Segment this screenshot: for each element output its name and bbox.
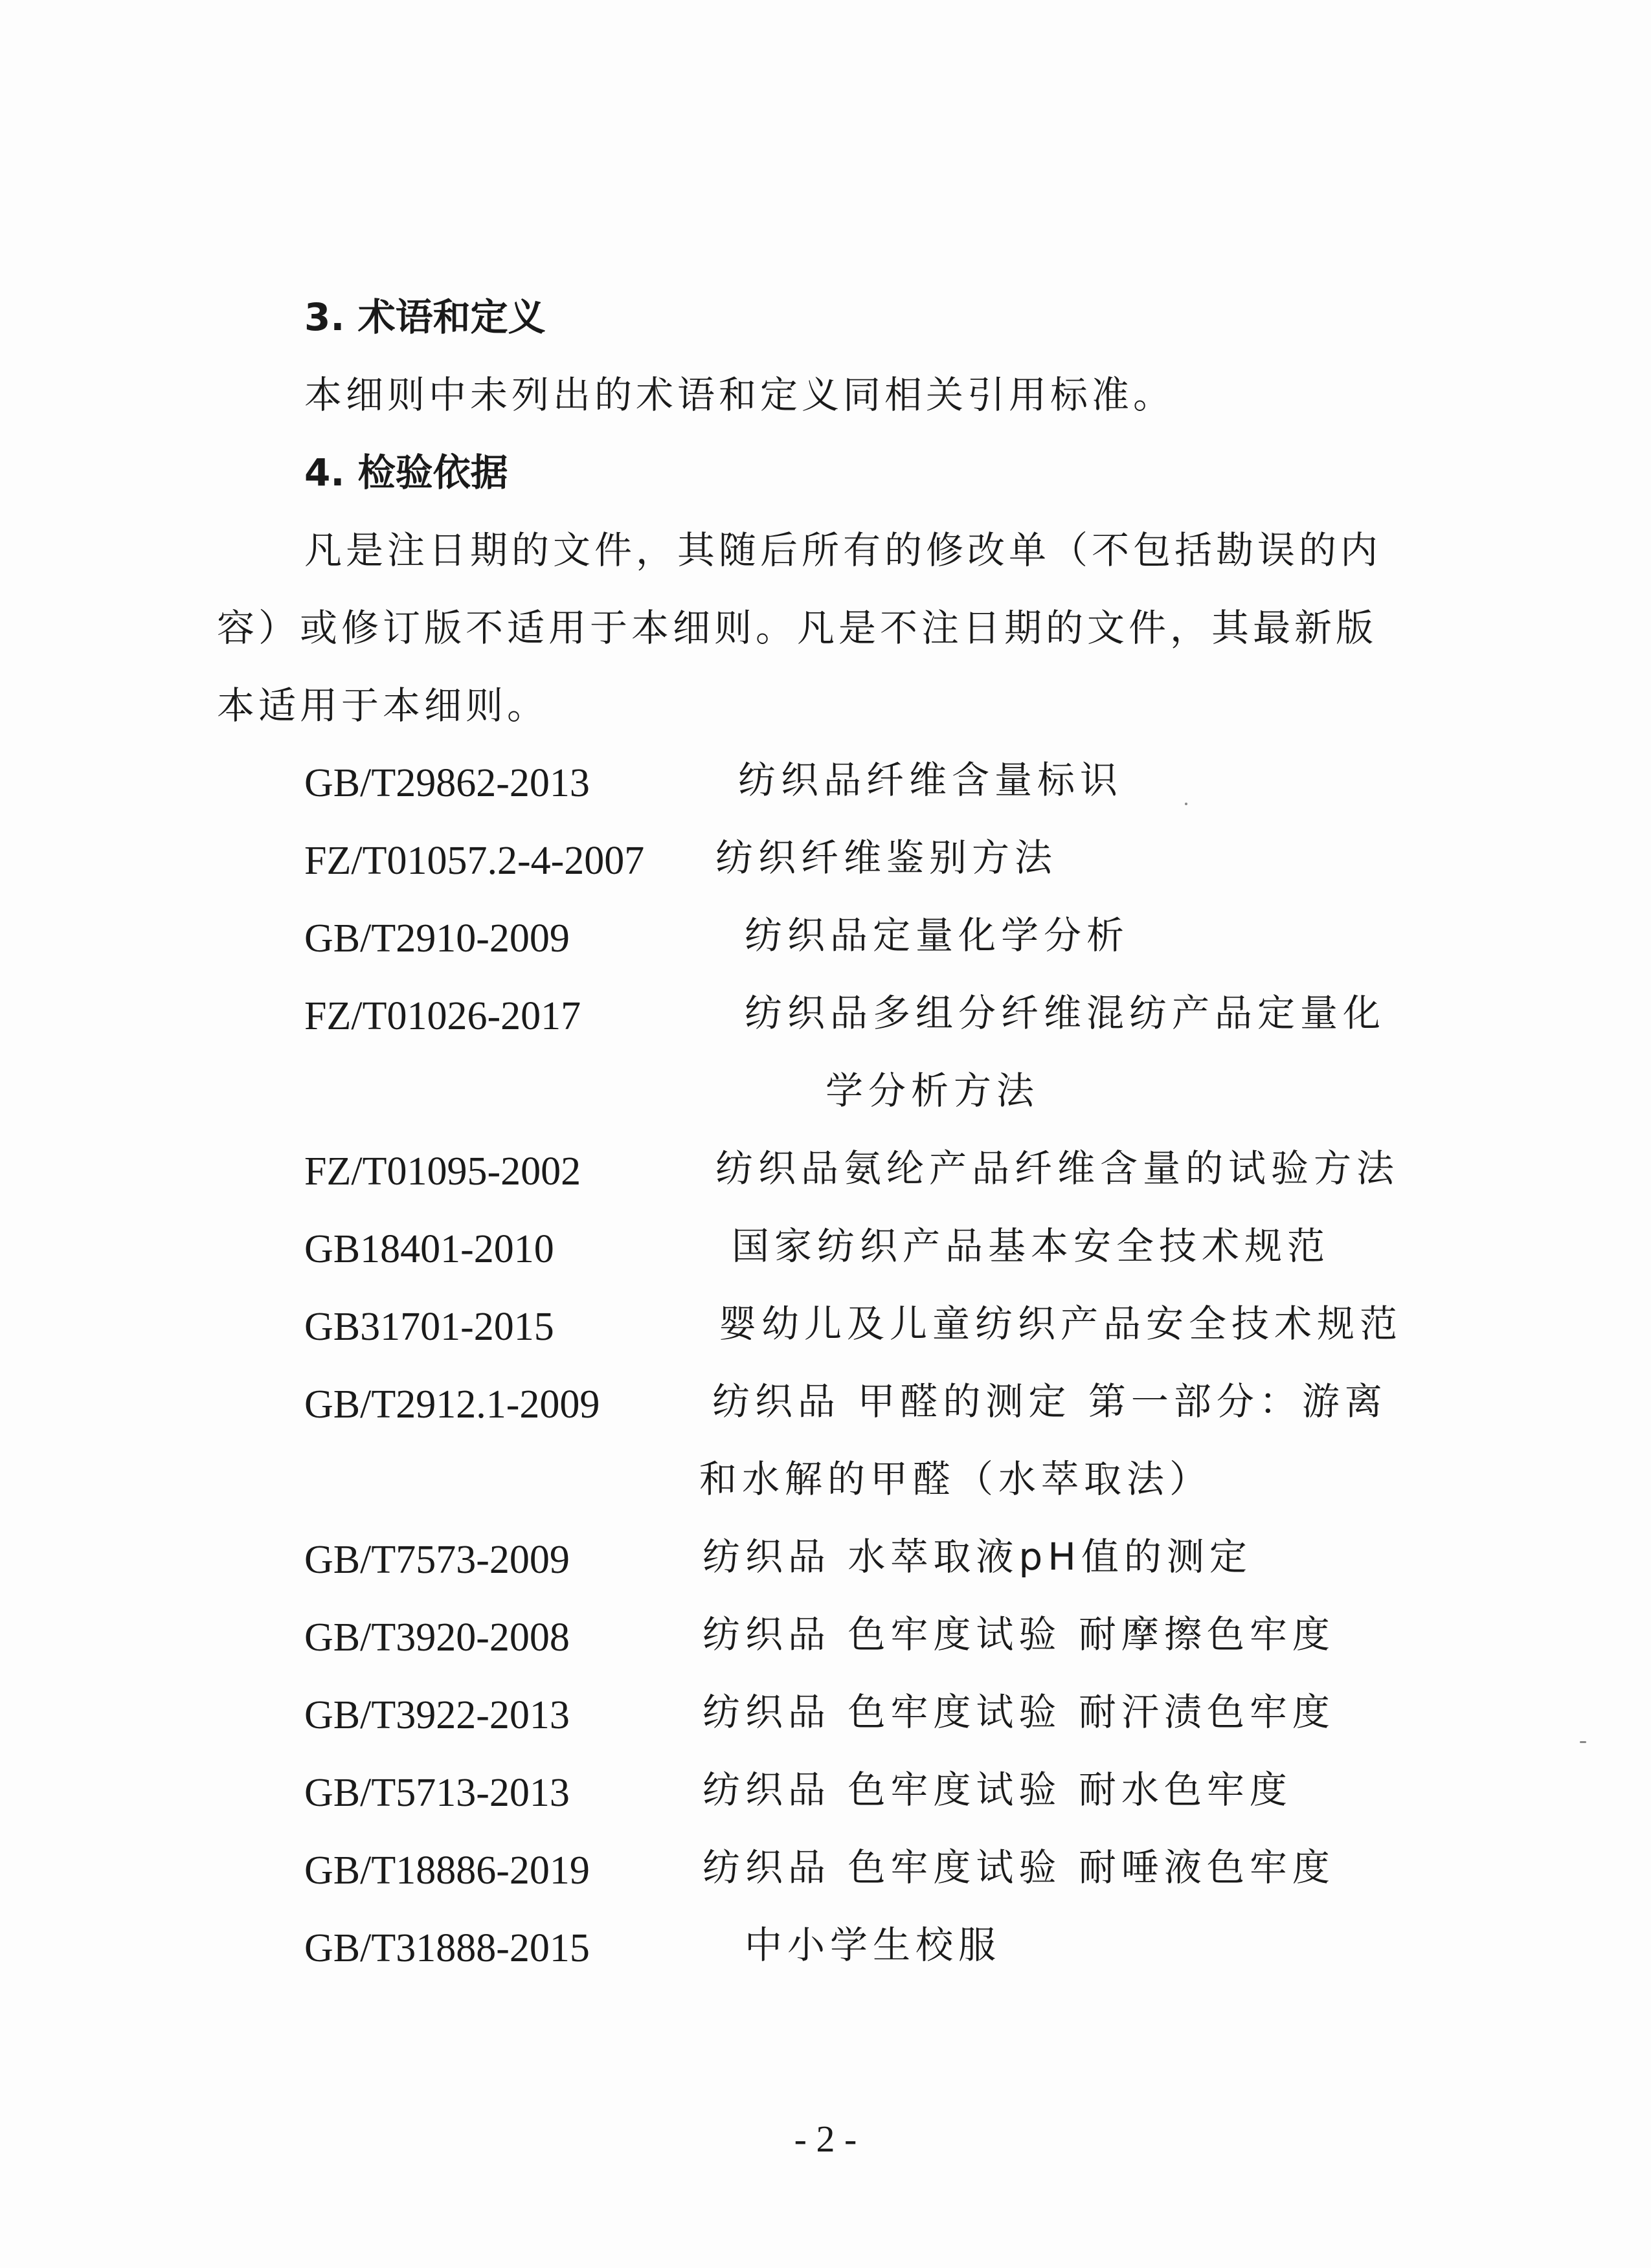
ref-title: 纺织品 色牢度试验 耐汗渍色牢度 bbox=[702, 1690, 1335, 1734]
ref-code: GB/T2912.1-2009 bbox=[304, 1383, 600, 1427]
ref-title: 国家纺织产品基本安全技术规范 bbox=[732, 1224, 1331, 1268]
ref-code: FZ/T01095-2002 bbox=[304, 1150, 581, 1194]
ref-code: GB/T3920-2008 bbox=[304, 1616, 570, 1660]
ref-code: FZ/T01026-2017 bbox=[304, 994, 581, 1038]
ref-title: 纺织品定量化学分析 bbox=[745, 913, 1130, 957]
ref-code: GB18401-2010 bbox=[304, 1227, 554, 1271]
ref-title: 纺织品 色牢度试验 耐水色牢度 bbox=[702, 1768, 1292, 1812]
scan-speck bbox=[1185, 803, 1187, 805]
ref-code: GB/T18886-2019 bbox=[304, 1849, 590, 1893]
ref-code: GB/T29862-2013 bbox=[304, 761, 590, 805]
ref-code: GB/T3922-2013 bbox=[304, 1693, 570, 1737]
ref-code: GB/T5713-2013 bbox=[304, 1771, 570, 1815]
ref-code: GB31701-2015 bbox=[304, 1305, 554, 1349]
ref-code: GB/T7573-2009 bbox=[304, 1538, 570, 1582]
ref-title: 纺织品 甲醛的测定 第一部分：游离 bbox=[712, 1379, 1387, 1423]
section-3-text: 本细则中未列出的术语和定义同相关引用标准。 bbox=[304, 373, 1175, 417]
ref-code: GB/T2910-2009 bbox=[304, 917, 570, 961]
ref-title: 纺织品 水萃取液pH值的测定 bbox=[702, 1535, 1252, 1579]
section-4-text-line-1: 凡是注日期的文件，其随后所有的修改单（不包括勘误的内 bbox=[304, 528, 1382, 572]
ref-title: 纺织品 色牢度试验 耐唾液色牢度 bbox=[702, 1845, 1335, 1889]
ref-title: 纺织品 色牢度试验 耐摩擦色牢度 bbox=[702, 1612, 1335, 1656]
ref-title: 纺织品氨纶产品纤维含量的试验方法 bbox=[715, 1146, 1400, 1190]
section-3-heading: 3. 术语和定义 bbox=[304, 295, 546, 339]
ref-title-continued: 学分析方法 bbox=[826, 1069, 1040, 1113]
scan-speck bbox=[1580, 1741, 1586, 1743]
ref-title: 纺织纤维鉴别方法 bbox=[715, 836, 1058, 880]
ref-title-continued: 和水解的甲醛（水萃取法） bbox=[699, 1457, 1213, 1501]
section-4-text-line-2: 容）或修订版不适用于本细则。凡是不注日期的文件，其最新版 bbox=[217, 606, 1378, 650]
section-4-text-line-3: 本适用于本细则。 bbox=[217, 684, 549, 728]
ref-title: 婴幼儿及儿童纺织产品安全技术规范 bbox=[719, 1302, 1403, 1346]
ref-title: 纺织品多组分纤维混纺产品定量化 bbox=[745, 991, 1386, 1035]
page-number: - 2 - bbox=[794, 2118, 857, 2160]
ref-title: 中小学生校服 bbox=[745, 1923, 1002, 1967]
ref-code: GB/T31888-2015 bbox=[304, 1926, 590, 1970]
ref-title: 纺织品纤维含量标识 bbox=[738, 758, 1123, 802]
section-4-heading: 4. 检验依据 bbox=[304, 450, 508, 495]
ref-code: FZ/T01057.2-4-2007 bbox=[304, 839, 645, 883]
